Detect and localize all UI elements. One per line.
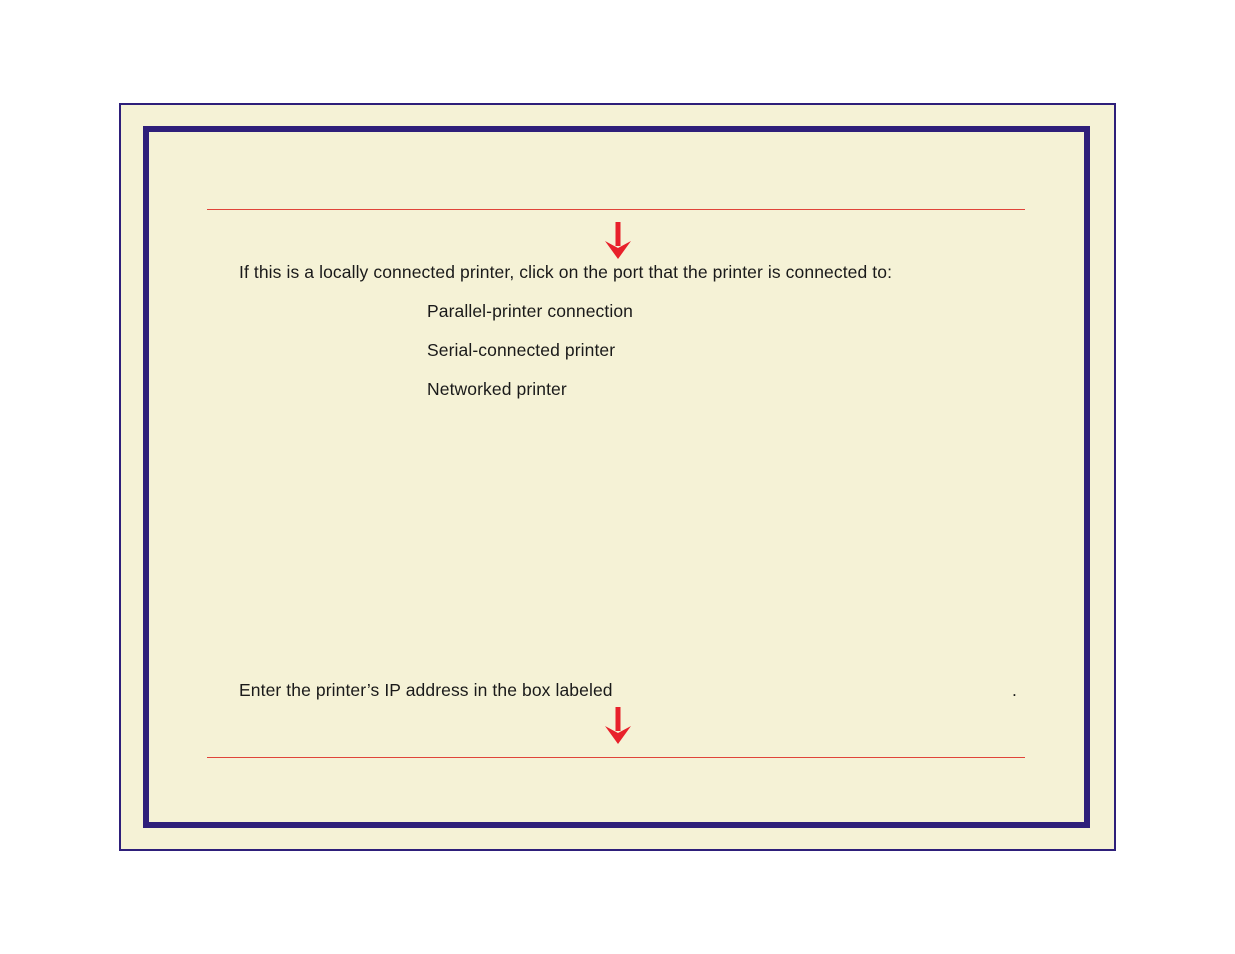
- ip-instruction: Enter the printer’s IP address in the box labeled: [239, 680, 613, 700]
- arrow-down-icon: [603, 222, 633, 260]
- ip-instruction-end: .: [1012, 680, 1017, 700]
- intro-text: If this is a locally connected printer, click on the port that the printer is connected to:: [239, 262, 893, 282]
- option-networked-printer[interactable]: Networked printer: [427, 379, 567, 399]
- option-parallel-printer[interactable]: Parallel-printer connection: [427, 301, 634, 321]
- bottom-divider: [207, 757, 1025, 758]
- arrow-down-icon: [603, 707, 633, 745]
- top-divider: [207, 209, 1025, 210]
- option-serial-printer[interactable]: Serial-connected printer: [427, 340, 616, 360]
